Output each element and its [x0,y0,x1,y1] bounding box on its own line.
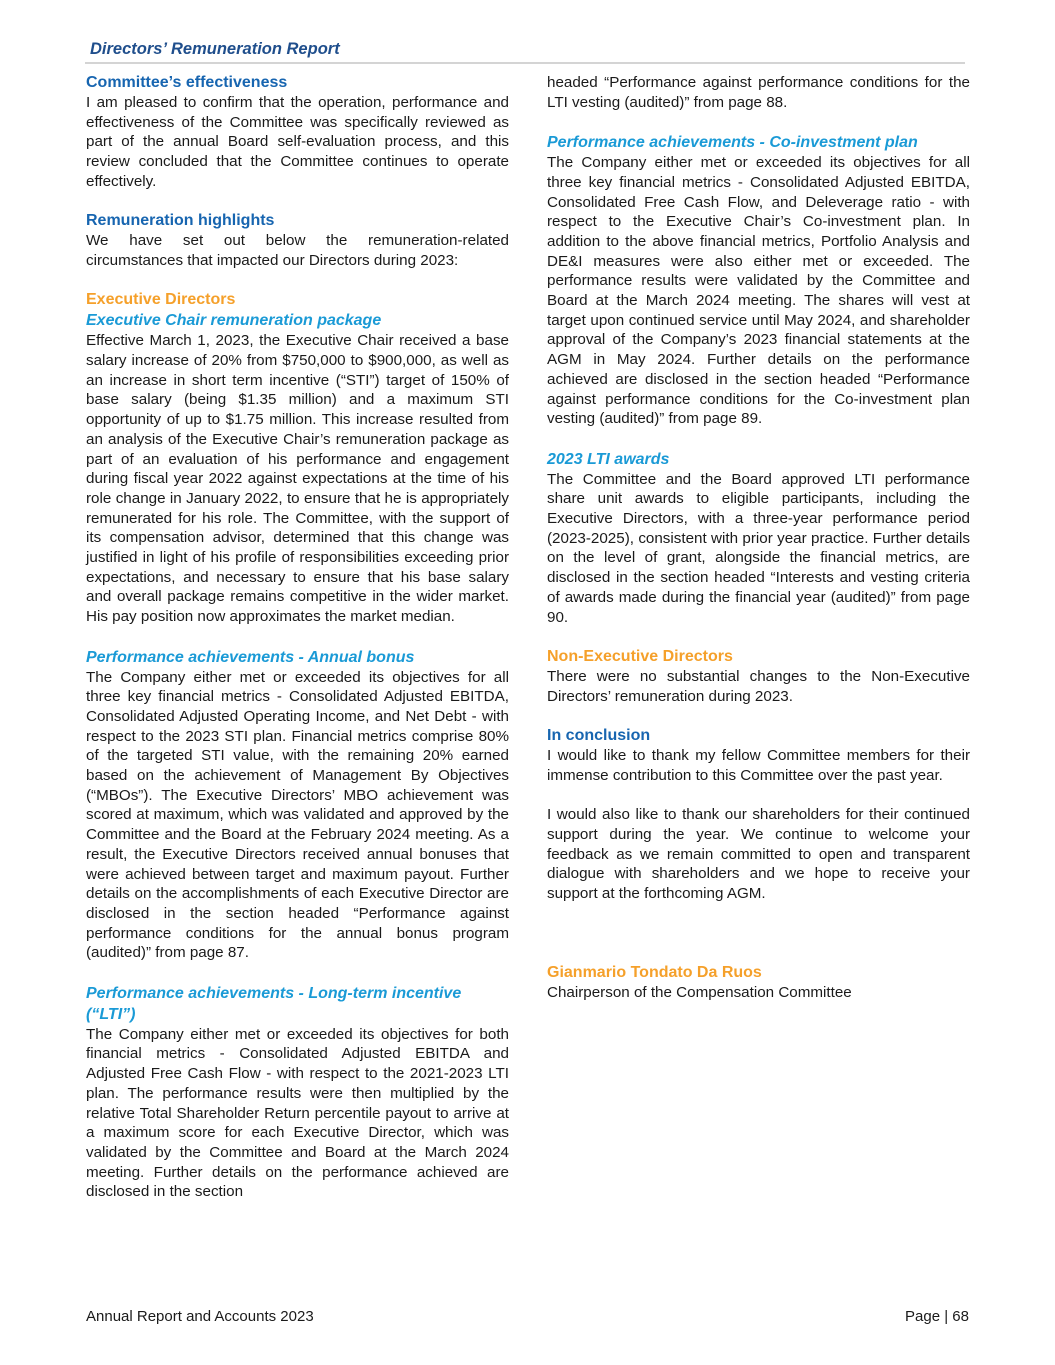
annual-bonus-text: The Company either met or exceeded its objectives for all three key financial metrics - Consolidated Adjusted EBITDA, Consolidated Adjusted Operating Income, and Net Debt - with respect to the 2023 STI plan. Financial metrics comprise 80% of the targeted STI value, with the remaining 20% earned based on the achievement of Management By Objectives (“MBOs”). The Executive Directors’ MBO achievement was scored at maximum, which was validated and approved by the Committee and the Board at the February 2024 meeting. As a result, the Executive Directors received annual bonuses that were achieved between target and maximum payout. Further details on the accomplishments of each Executive Director are disclosed in the section headed “Performance against performance conditions for the annual bonus program (audited)” from page 87. [86,668,509,962]
non-executive-directors-heading: Non-Executive Directors [547,647,733,665]
header-divider [85,62,965,64]
executive-chair-package-heading: Executive Chair remuneration package [86,312,382,330]
committee-effectiveness-text: I am pleased to confirm that the operation, performance and effectiveness of the Committee was specifically reviewed as part of the annual Board self-evaluation process, and this review concluded that the Committee continues to operate effectively. [86,94,509,190]
conclusion-text-1: I would like to thank my fellow Committee members for their immense contribution to this Committee over the past year. [547,747,970,784]
lti-text-continued: headed “Performance against performance conditions for the LTI vesting (audited)” from page 88. [547,74,970,111]
coinvestment-text: The Company either met or exceeded its objectives for all three key financial metrics - Consolidated Adjusted EBITDA, Consolidated Free Cash Flow, and Deleverage ratio - with respect to the Executive Chair’s Co-investment plan. In addition to the above financial metrics, Portfolio Analysis and DE&I measures were also either met or exceeded. The performance results were validated by the Committee and Board at the March 2024 meeting. The shares will vest at target upon continued service until May 2024, and shareholder approval of the Company’s 2023 financial statements at the AGM in May 2024. Further details on the performance achieved are disclosed in the section headed “Performance against performance conditions for the Co-investment plan vesting (audited)” from page 89. [547,154,970,428]
coinvestment-heading: Performance achievements - Co-investment plan [547,134,918,152]
lti-heading: Performance achievements - Long-term incentive (“LTI”) [86,984,462,1023]
footer-page-number: Page | 68 [905,1308,969,1325]
page-header-title: Directors’ Remuneration Report [90,40,340,58]
executive-directors-heading: Executive Directors [86,291,236,309]
non-executive-directors-text: There were no substantial changes to the Non-Executive Directors’ remuneration during 2023. [547,667,970,705]
lti-text: The Company either met or exceeded its objectives for both financial metrics - Consolidated Adjusted EBITDA and Adjusted Free Cash Flow - with respect to the 2021-2023 LTI plan. The performance results were then multiplied by the relative Total Shareholder Return percentile payout to arrive at a maximum score for each Executive Director, which was validated by the Committee and Board at the March 2024 meeting. Further details on the performance achieved are disclosed in the section [86,1025,509,1201]
remuneration-highlights-text: We have set out below the remuneration-related circumstances that impacted our Directors during 2023: [86,232,509,269]
committee-effectiveness-heading: Committee’s effectiveness [86,74,288,91]
executive-chair-package-text: Effective March 1, 2023, the Executive Chair received a base salary increase of 20% from $750,000 to $900,000, as well as an increase in short term incentive (“STI”) target of 150% of base salary (being $1.35 million) and a maximum STI opportunity of up to $1.75 million. This increase resulted from an analysis of the Executive Chair’s remuneration package as part of an evaluation of his performance and engagement during fiscal year 2022 against expectations at the time of his role change in January 2022, to ensure that he is appropriately remunerated for his role. The Committee, with the support of its compensation advisor, determined that this change was justified in light of his profile of responsibilities exceeding prior expectations, and necessary to ensure that his base salary and overall package remains competitive in the wider market. His pay position now approximates the market median. [86,332,509,626]
signatory-title: Chairperson of the Compensation Committee [547,983,852,1001]
lti-awards-text: The Committee and the Board approved LTI performance share unit awards to eligible participants, including the Executive Directors, with a three-year performance period (2023-2025), consistent with prior year practice. Further details on the level of grant, alongside the financial metrics, are disclosed in the section headed “Interests and vesting criteria of awards made during the financial year (audited)” from page 90. [547,470,970,626]
footer-report-title: Annual Report and Accounts 2023 [86,1308,314,1325]
right-column [547,73,970,1002]
conclusion-text-2: I would also like to thank our shareholders for their continued support during the year. We continue to welcome your feedback as we remain committed to open and transparent dialogue with shareholders and we hope to receive your support at the forthcoming AGM. [547,806,970,902]
conclusion-heading: In conclusion [547,727,651,745]
annual-bonus-heading: Performance achievements - Annual bonus [86,648,415,666]
signatory-name: Gianmario Tondato Da Ruos [547,963,762,981]
remuneration-highlights-heading: Remuneration highlights [86,212,275,230]
left-column [86,73,509,1202]
lti-awards-heading: 2023 LTI awards [547,450,670,468]
